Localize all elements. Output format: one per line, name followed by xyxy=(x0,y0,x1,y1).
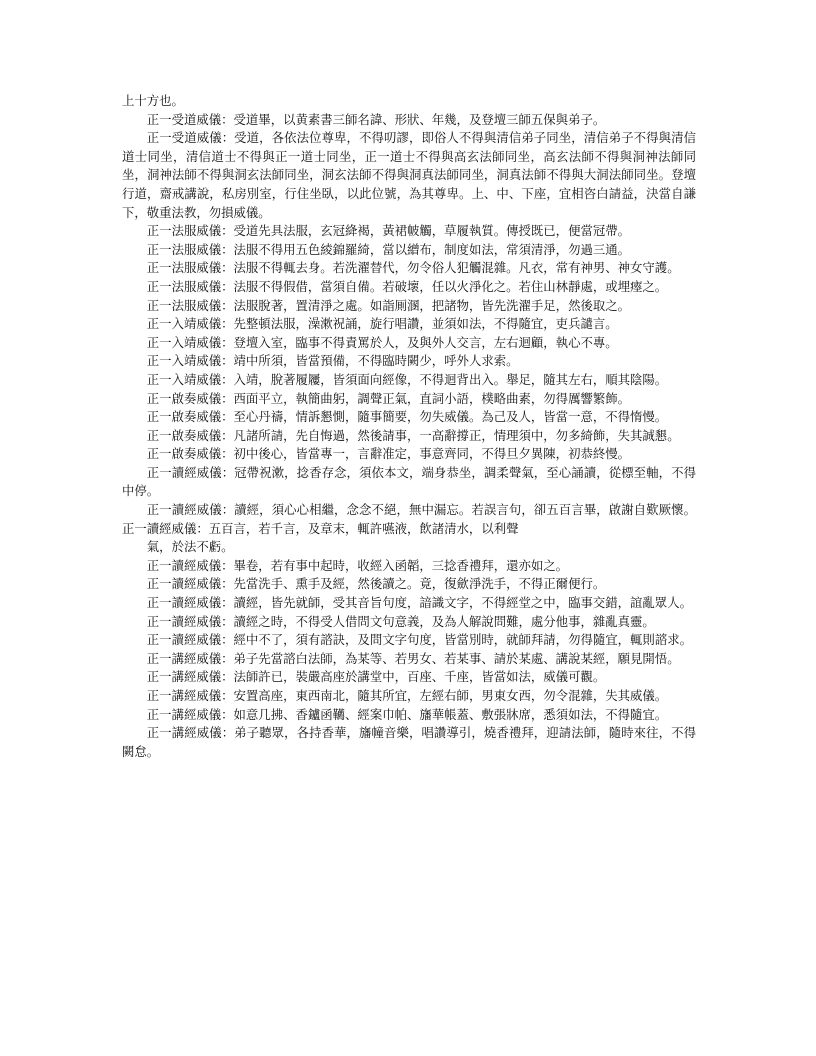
paragraph-11: 正一入靖威儀：入靖，脫著履屨，皆須面向經像，不得迴背出入。舉足，隨其左右，順其陰陽。 xyxy=(146,371,668,387)
paragraph-21: 正一讀經威儀：讀經，皆先就師，受其音旨句度，諳識文字，不得經堂之中，臨事交錯，誼亂眾人。 xyxy=(146,595,692,611)
paragraph-2: 正一受道威儀：受道，各依法位尊卑，不得叨謬，即俗人不得與清信弟子同坐，清信弟子不得與清信道士同坐，清信道士不得與正一道士同坐，正一道士不得與高玄法師同坐，高玄法師不得與洞神法師同坐，洞神法師不得與洞玄法師同坐，洞玄法師不得與洞真法師同坐，洞真法師不得與大洞法師同坐。登壇行道，齋戒講說，私房別室，行住坐臥，以此位號，為其尊卑。上、中、下座，宜相咨白請益，決當自謙下，敬重法教，勿損威儀。 xyxy=(122,130,696,220)
paragraph-10: 正一入靖威儀：靖中所須，皆當預備，不得臨時闕少，呼外人求索。 xyxy=(146,353,519,369)
paragraph-9: 正一入靖威儀：登壇入室，臨事不得責罵於人，及與外人交言，左右迴顧，執心不專。 xyxy=(146,334,618,350)
paragraph-20: 正一讀經威儀：先當洗手、熏手及經，然後讀之。竟，復歛淨洗手，不得正爾便行。 xyxy=(146,576,606,592)
paragraph-25: 正一講經威儀：法師許已，裝嚴高座於講堂中，百座、千座，皆當如法，威儀可觀。 xyxy=(146,669,606,685)
paragraph-24: 正一講經威儀：弟子先當諮白法師，為某等、若男女、若某事、請於某處、講說某經，願見開悟。 xyxy=(146,650,680,666)
paragraph-18: 氣，於法不虧。 xyxy=(146,539,234,555)
paragraph-8: 正一入靖威儀：先整頓法服，澡漱祝誦，旋行唱讚，並須如法，不得隨宜，吏兵譴言。 xyxy=(146,316,618,332)
paragraph-14: 正一啟奏威儀：凡諸所請，先自悔過，然後請事，一高辭撐正，情理須中，勿多綺飾，失其誠懇。 xyxy=(146,427,680,443)
paragraph-15: 正一啟奏威儀：初中後心，皆當專一，言辭准定，事意齊同，不得旦夕異陳，初恭終慢。 xyxy=(146,446,631,462)
paragraph-27: 正一講經威儀：如意几拂、香鑪函韉、經案巾帕、旛華帳蓋、敷張牀席，悉須如法，不得隨宜。 xyxy=(146,706,668,722)
paragraph-6: 正一法服威儀：法服不得假借，當須自備。若破壞，任以火淨化之。若住山林靜處，或埋瘞之。 xyxy=(146,278,668,294)
paragraph-12: 正一啟奏威儀：西面平立，執簡曲躬，調聲正氣，直詞小語，樸略曲素，勿得厲響繁飾。 xyxy=(146,390,631,406)
paragraph-13: 正一啟奏威儀：至心丹禱，情訴懇惻，隨事簡要，勿失威儀。為己及人，皆當一意，不得惰慢。 xyxy=(146,409,668,425)
paragraph-26: 正一講經威儀：安置高座，東西南北，隨其所宜，左經右師，男東女西，勿令混雜，失其威儀。 xyxy=(146,688,668,703)
paragraph-19: 正一讀經威儀：畢卷，若有事中起時，收經入函韜，三捻香禮拜，還亦如之。 xyxy=(146,557,569,573)
paragraph-1: 正一受道威儀：受道畢，以黄素書三師名諱、形狀、年幾，及登壇三師五保與弟子。 xyxy=(146,111,606,127)
document-page xyxy=(122,92,696,761)
paragraph-23: 正一讀經威儀：經中不了，須有諮訣，及問文字句度，皆當別時，就師拜請，勿得隨宜，輒則諮求。 xyxy=(146,632,692,648)
paragraph-16: 正一讀經威儀：冠帶祝漱，捻香存念，須依本文，端身恭坐，調柔聲氣，至心誦讀，從標至軸，不得中停。 xyxy=(122,464,696,499)
paragraph-22: 正一讀經威儀：讀經之時，不得受人借問文句意義，及為人解說問難，處分他事，雜亂真靈。 xyxy=(146,613,655,629)
paragraph-4: 正一法服威儀：法服不得用五色綾錦羅綺，當以繒布，制度如法，常須清淨，勿過三通。 xyxy=(146,241,631,257)
paragraph-17: 正一讀經威儀：讀經，須心心相繼，念念不絕，無中漏忘。若誤言句，卻五百言畢，啟謝自歎厥懷。正一讀經威儀：五百言，若千言，及章末，輒許嚥液，飲諸清水，以利聲 xyxy=(122,502,696,536)
paragraph-3: 正一法服威儀：受道先具法服，玄冠絳褐，黃裙帔觸，草履執質。傳授既已，便當冠帶。 xyxy=(146,223,631,239)
paragraph-7: 正一法服威儀：法服脫著，置清淨之處。如詣厠溷，把諸物，皆先洗濯手足，然後取之。 xyxy=(146,297,631,313)
paragraph-0: 上十方也。 xyxy=(122,93,184,108)
paragraph-28: 正一講經威儀：弟子聽眾，各持香華，旛幢音樂，唱讚導引，燒香禮拜，迎請法師，隨時來往，不得闕怠。 xyxy=(122,725,696,759)
paragraph-5: 正一法服威儀：法服不得輒去身。若洗濯替代，勿令俗人犯觸混雜。凡衣，常有神男、神女守護。 xyxy=(146,260,680,276)
